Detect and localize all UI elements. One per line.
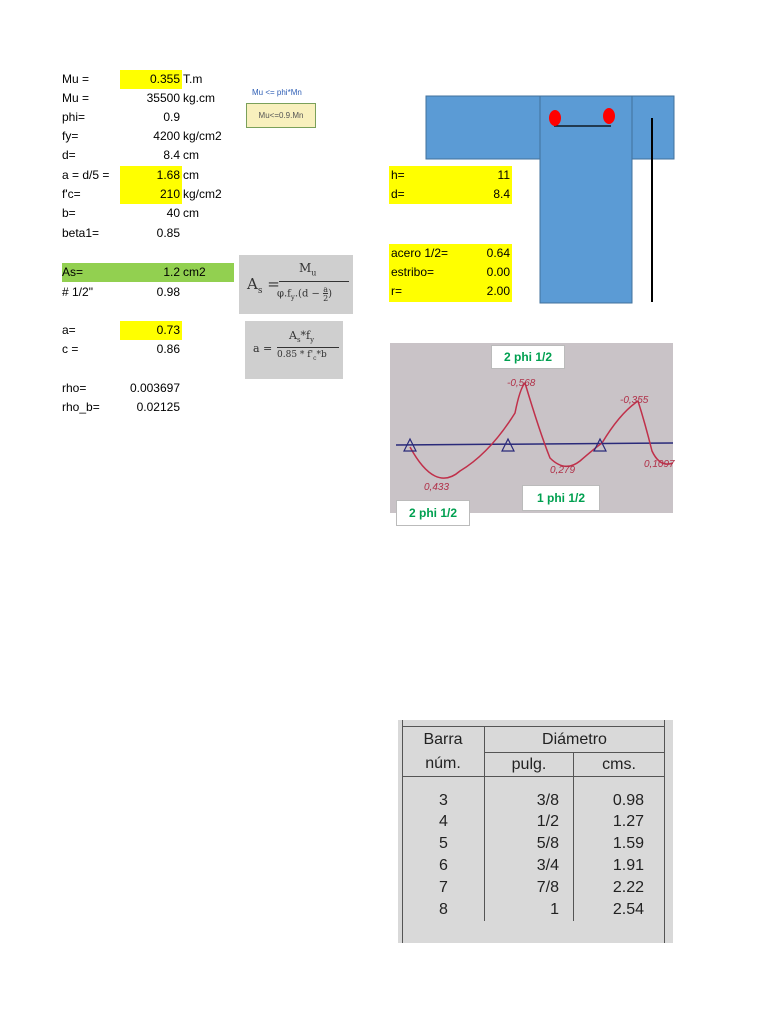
- header-diametro: Diámetro: [542, 730, 607, 748]
- calc-value: 210: [159, 187, 180, 201]
- calc-value: 4200: [153, 129, 180, 143]
- tag-left-steel: 2 phi 1/2: [396, 500, 470, 526]
- stirrup-value: 0.00: [486, 265, 510, 279]
- tag-mid-steel: 1 phi 1/2: [522, 485, 600, 511]
- bar-table-left-rule: [402, 720, 403, 943]
- calc-value: 1.68: [156, 168, 180, 182]
- calc-label: phi=: [62, 110, 86, 124]
- rho-label: rho=: [62, 381, 87, 395]
- formula-a-bar: [277, 347, 339, 348]
- calc-label: a = d/5 =: [62, 168, 110, 182]
- calc-unit: kg/cm2: [183, 187, 222, 201]
- c-value: 0.86: [156, 342, 180, 356]
- h-label: h=: [391, 168, 405, 182]
- d-value: 8.4: [493, 187, 510, 201]
- calc-label: Mu =: [62, 72, 90, 86]
- stirrup-label: estribo=: [391, 265, 435, 279]
- calc-unit: cm: [183, 148, 199, 162]
- bar-table-header-2: [402, 753, 664, 777]
- steel-label: acero 1/2=: [391, 246, 449, 260]
- beam-axis: [396, 443, 673, 445]
- bar-table-body: [402, 777, 664, 921]
- diameter-inches: 5/8: [485, 833, 574, 855]
- d-label: d=: [391, 187, 405, 201]
- formula-a-numerator: $A_s*f_y$: [289, 329, 315, 345]
- as-value: 1.2: [163, 265, 180, 279]
- bar-number: 6: [402, 855, 485, 877]
- c-label: c =: [62, 342, 79, 356]
- as-row: [62, 263, 234, 282]
- formula-a-denominator: $0.85 * f'_c*b$: [277, 350, 327, 362]
- bar-number: 5: [402, 833, 485, 855]
- calc-unit: kg/cm2: [183, 129, 222, 143]
- tag-top-steel: 2 phi 1/2: [491, 345, 565, 369]
- calc-value: 0.9: [163, 110, 180, 124]
- h-value: 11: [497, 168, 510, 182]
- table-row: [402, 777, 664, 811]
- bars-value: 0.98: [156, 285, 180, 299]
- bar-table-scan: [398, 720, 673, 943]
- header-cms: cms.: [574, 753, 665, 777]
- diameter-cm: 2.22: [612, 878, 644, 896]
- table-row: [402, 833, 664, 855]
- calc-unit: cm: [183, 168, 199, 182]
- note-text: Mu <= phi*Mn: [252, 88, 302, 97]
- calc-label: f'c=: [62, 187, 81, 201]
- formula-as-image: [239, 255, 353, 314]
- calc-value: 40: [166, 206, 180, 220]
- rebar-right: [603, 108, 615, 124]
- bar-number: 7: [402, 877, 485, 899]
- steel-value: 0.64: [486, 246, 510, 260]
- table-row: [402, 899, 664, 921]
- calc-value: 0.85: [156, 226, 180, 240]
- beam-web: [540, 96, 632, 303]
- diameter-cm: 2.54: [612, 900, 644, 918]
- formula-a-lhs: a =: [253, 342, 273, 355]
- calc-unit: kg.cm: [183, 91, 216, 105]
- support-2: [502, 439, 514, 451]
- formula-a-image: [245, 321, 343, 379]
- formula-as-denominator: $\varphi.f_y.(d - \frac{a}{2})$: [277, 285, 333, 303]
- a-value: 0.73: [156, 323, 180, 337]
- calc-label: beta1=: [62, 226, 100, 240]
- moment-neg1: -0,568: [507, 378, 536, 389]
- diameter-inches: 3/8: [485, 777, 574, 811]
- calc-unit: cm: [183, 206, 199, 220]
- diameter-cm: 1.59: [612, 834, 644, 852]
- moment-pos2: 0,279: [550, 465, 576, 476]
- rho-b-label: rho_b=: [62, 400, 100, 414]
- bar-table-header-1: [402, 727, 664, 753]
- as-unit: cm2: [183, 265, 206, 279]
- table-row: [402, 877, 664, 899]
- r-label: r=: [391, 284, 403, 298]
- formula-as-numerator: $M_u$: [299, 261, 317, 278]
- formula-as-lhs: $A_s$ =: [247, 275, 280, 296]
- diameter-inches: 3/4: [485, 855, 574, 877]
- bars-label: # 1/2": [62, 285, 93, 299]
- rho-b-value: 0.02125: [136, 400, 180, 414]
- diameter-inches: 1: [485, 899, 574, 921]
- as-label: As=: [62, 265, 84, 279]
- header-num: núm.: [402, 753, 485, 777]
- calc-value: 35500: [146, 91, 180, 105]
- diameter-cm: 1.91: [612, 856, 644, 874]
- calc-unit: T.m: [183, 72, 203, 86]
- diameter-cm: 1.27: [612, 812, 644, 830]
- t-beam-section: [424, 94, 676, 306]
- a-label: a=: [62, 323, 76, 337]
- calc-label: Mu =: [62, 91, 90, 105]
- bar-table: [402, 726, 664, 921]
- calc-value: 0.355: [149, 72, 180, 86]
- formula-as-bar: [279, 281, 349, 282]
- calc-value: 8.4: [163, 148, 180, 162]
- moment-neg2: -0,355: [620, 395, 649, 406]
- bar-number: 3: [402, 777, 485, 811]
- bar-number: 4: [402, 811, 485, 833]
- note-box: Mu<=0.9.Mn: [246, 103, 316, 128]
- calc-label: fy=: [62, 129, 79, 143]
- table-row: [402, 855, 664, 877]
- moment-pos3: 0,1097: [644, 459, 675, 470]
- header-barra: Barra: [402, 727, 485, 753]
- diameter-cm: 0.98: [612, 791, 644, 809]
- moment-pos1: 0,433: [424, 482, 450, 493]
- header-pulg: pulg.: [485, 753, 574, 777]
- table-row: [402, 811, 664, 833]
- bar-table-right-rule: [664, 720, 665, 943]
- rho-value: 0.003697: [129, 381, 180, 395]
- diameter-inches: 1/2: [485, 811, 574, 833]
- r-value: 2.00: [486, 284, 510, 298]
- diameter-inches: 7/8: [485, 877, 574, 899]
- calc-label: d=: [62, 148, 76, 162]
- calc-label: b=: [62, 206, 76, 220]
- rebar-left: [549, 110, 561, 126]
- bar-number: 8: [402, 899, 485, 921]
